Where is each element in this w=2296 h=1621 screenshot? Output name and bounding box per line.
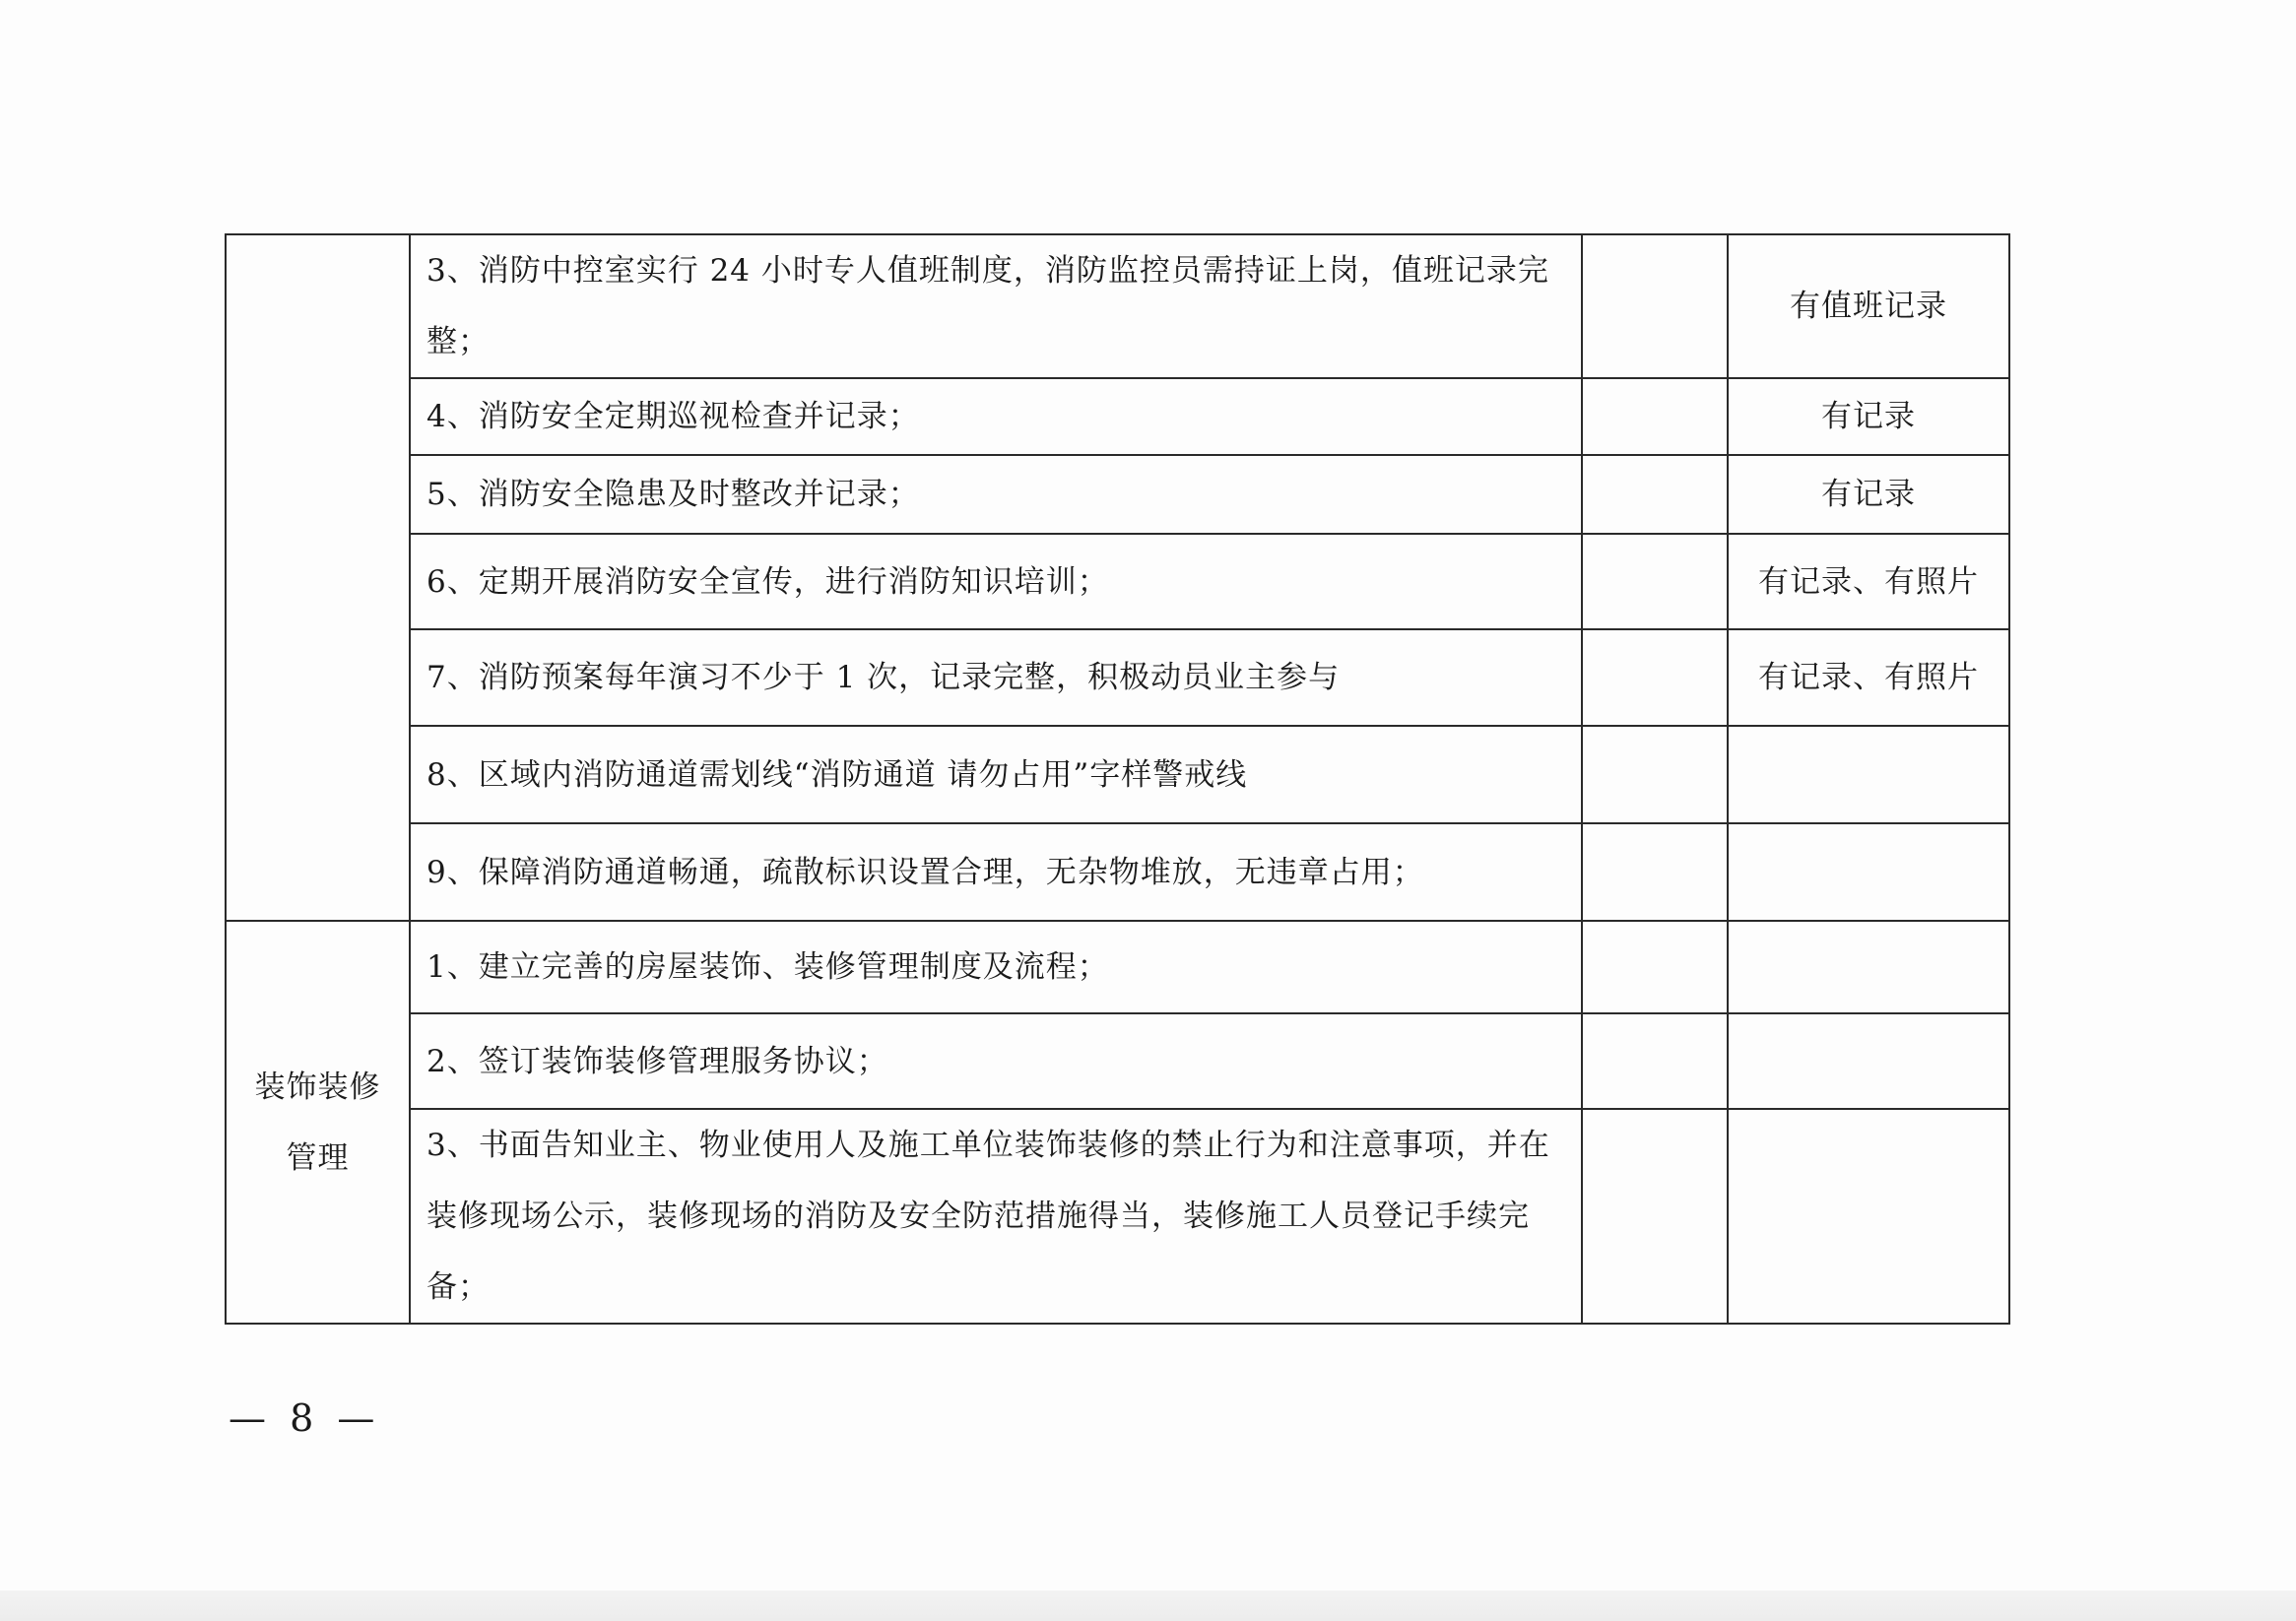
requirement-cell: 8、区域内消防通道需划线“消防通道 请勿占用”字样警戒线	[410, 726, 1582, 823]
inspection-table	[225, 233, 2010, 1325]
evidence-cell	[1728, 1109, 2009, 1324]
score-cell	[1582, 629, 1728, 726]
evidence-cell	[1728, 823, 2009, 921]
evidence-cell: 有值班记录	[1728, 234, 2009, 378]
requirement-cell: 1、建立完善的房屋装饰、装修管理制度及流程；	[410, 921, 1582, 1013]
table-row	[226, 1109, 2009, 1324]
evidence-cell: 有记录	[1728, 378, 2009, 455]
table-row	[226, 921, 2009, 1013]
evidence-cell	[1728, 1013, 2009, 1109]
table-row	[226, 378, 2009, 455]
table-row	[226, 1013, 2009, 1109]
requirement-cell: 5、消防安全隐患及时整改并记录；	[410, 455, 1582, 534]
category-label: 装饰装修管理	[254, 1069, 381, 1176]
table-row	[226, 629, 2009, 726]
table-row	[226, 455, 2009, 534]
requirement-cell: 7、消防预案每年演习不少于 1 次，记录完整，积极动员业主参与	[410, 629, 1582, 726]
category-cell-decoration	[226, 921, 410, 1324]
requirement-cell: 3、书面告知业主、物业使用人及施工单位装饰装修的禁止行为和注意事项，并在装修现场公示，装修现场的消防及安全防范措施得当，装修施工人员登记手续完备；	[410, 1109, 1582, 1324]
requirement-cell: 6、定期开展消防安全宣传，进行消防知识培训；	[410, 534, 1582, 629]
evidence-cell: 有记录、有照片	[1728, 534, 2009, 629]
evidence-cell: 有记录、有照片	[1728, 629, 2009, 726]
score-cell	[1582, 455, 1728, 534]
score-cell	[1582, 1109, 1728, 1324]
score-cell	[1582, 726, 1728, 823]
requirement-cell: 9、保障消防通道畅通，疏散标识设置合理，无杂物堆放，无违章占用；	[410, 823, 1582, 921]
table-row	[226, 726, 2009, 823]
score-cell	[1582, 1013, 1728, 1109]
table-row	[226, 534, 2009, 629]
requirement-cell: 4、消防安全定期巡视检查并记录；	[410, 378, 1582, 455]
score-cell	[1582, 378, 1728, 455]
requirement-cell: 3、消防中控室实行 24 小时专人值班制度，消防监控员需持证上岗，值班记录完整；	[410, 234, 1582, 378]
scan-edge	[0, 1590, 2296, 1621]
score-cell	[1582, 921, 1728, 1013]
category-cell-fire	[226, 234, 410, 921]
score-cell	[1582, 234, 1728, 378]
table-row	[226, 234, 2009, 378]
score-cell	[1582, 534, 1728, 629]
table-row	[226, 823, 2009, 921]
requirement-cell: 2、签订装饰装修管理服务协议；	[410, 1013, 1582, 1109]
evidence-cell	[1728, 921, 2009, 1013]
evidence-cell	[1728, 726, 2009, 823]
score-cell	[1582, 823, 1728, 921]
page-number: — 8 —	[229, 1396, 381, 1440]
evidence-cell: 有记录	[1728, 455, 2009, 534]
